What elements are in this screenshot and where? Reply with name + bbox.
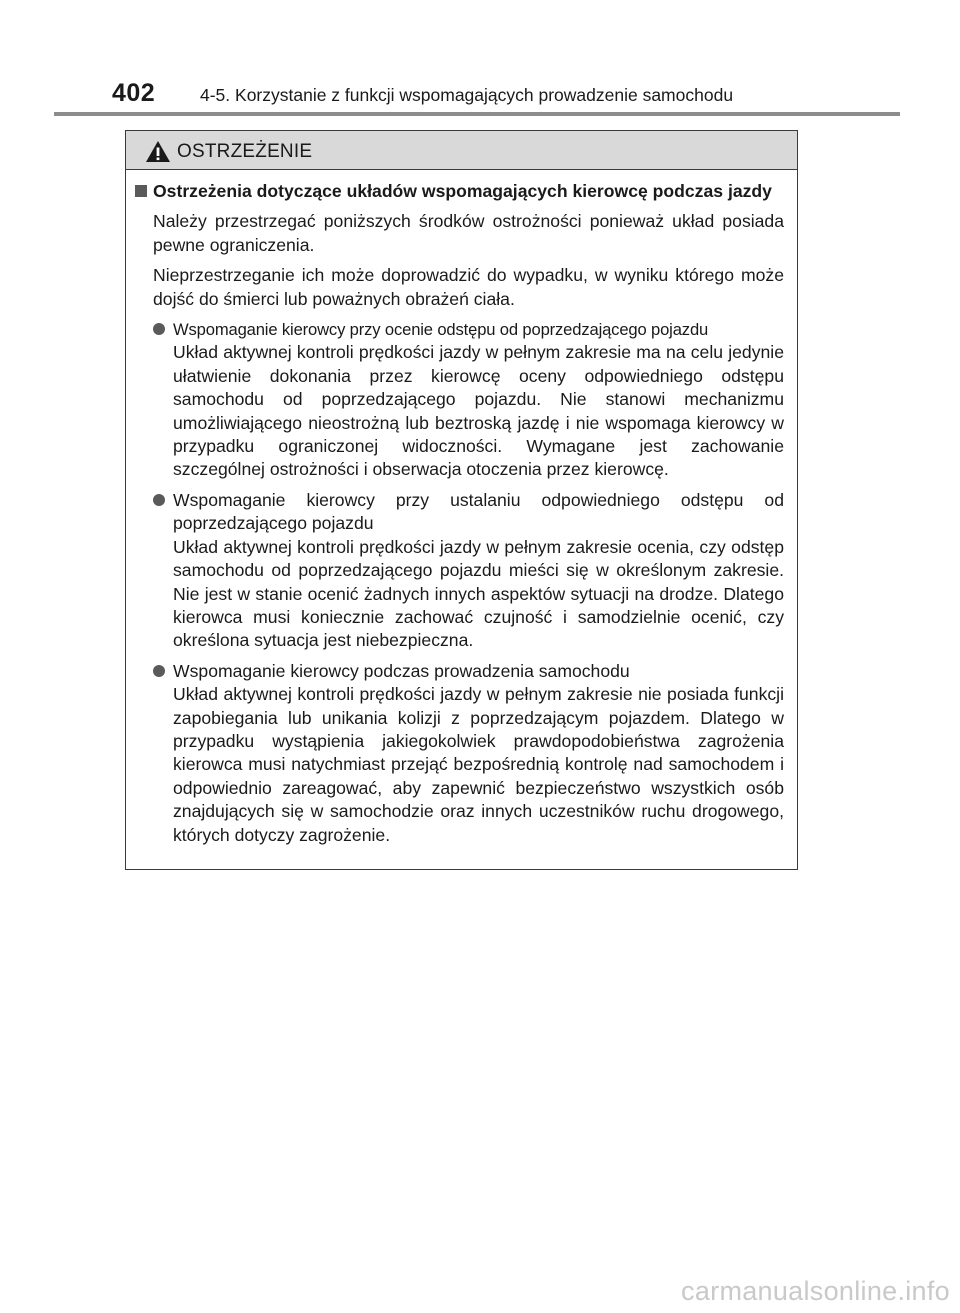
list-item-text: Układ aktywnej kontroli prędkości jazdy w pełnym zakresie ma na celu jedynie ułatwienie dokonania przez kierowcę oceny odpowiedniego odstępu samochodu od poprzedzającego pojazdu. Nie stanowi mechanizmu umożliwiającego nieostrożną lub beztroską jazdę i nie wspomaga kierowcy w przypadku ograniczonej widoczności. Wymagane jest zachowanie szczególnej ostrożności i obserwacja otoczenia przez kierowcę. <box>173 342 784 480</box>
warning-list-item <box>153 489 784 653</box>
list-item-title: Wspomaganie kierowcy podczas prowadzenia samochodu <box>173 660 630 681</box>
warning-paragraph: Należy przestrzegać poniższych środków ostrożności ponieważ układ posiada pewne ograniczenia. <box>153 211 784 255</box>
list-item-text: Układ aktywnej kontroli prędkości jazdy w pełnym zakresie ocenia, czy odstęp samochodu od poprzedzającego pojazdu mieści się w określonym zakresie. Nie jest w stanie ocenić żadnych innych aspektów sytuacji na drodze. Dlatego kierowca musi koniecznie zachować czujność i samodzielnie ocenić, czy określona sytuacja jest niebezpieczna. <box>173 536 784 651</box>
header-divider <box>54 112 900 116</box>
warning-heading <box>134 180 784 203</box>
list-item-title: Wspomaganie kierowcy przy ocenie odstępu od poprzedzającego pojazdu <box>173 320 709 340</box>
list-item-title: Wspomaganie kierowcy przy ustalaniu odpowiedniego odstępu od poprzedzającego pojazdu <box>173 489 784 534</box>
warning-header <box>126 131 797 170</box>
warning-title: OSTRZEŻENIE <box>177 141 313 162</box>
warning-content <box>134 180 784 854</box>
warning-list-item <box>153 318 784 482</box>
section-title: 4-5. Korzystanie z funkcji wspomagających prowadzenie samochodu <box>200 85 734 105</box>
watermark: carmanualsonline.info <box>681 1276 950 1306</box>
page-header <box>0 0 960 120</box>
list-item-text: Układ aktywnej kontroli prędkości jazdy w pełnym zakresie nie posiada funkcji zapobiegania lub unikania kolizji z poprzedzającym pojazdem. Dlatego w przypadku wystąpienia jakiegokolwiek prawdopodobieństwa zagrożenia kierowca musi natychmiast przejąć bezpośrednią kontrolę nad samochodem i odpowiednio zareagować, aby zapewnić bezpieczeństwo wszystkich osób znajdujących się w samochodzie oraz innych uczestników ruchu drogowego, których dotyczy zagrożenie. <box>173 684 784 845</box>
circle-bullet-icon <box>153 323 165 335</box>
warning-list-item <box>153 660 784 847</box>
page-number: 402 <box>112 79 156 107</box>
warning-heading-text: Ostrzeżenia dotyczące układów wspomagających kierowcę podczas jazdy <box>153 181 772 201</box>
circle-bullet-icon <box>153 494 165 506</box>
circle-bullet-icon <box>153 665 165 677</box>
warning-box <box>125 130 798 870</box>
warning-triangle-icon <box>145 140 171 163</box>
warning-paragraph: Nieprzestrzeganie ich może doprowadzić do wypadku, w wyniku którego może dojść do śmierci lub poważnych obrażeń ciała. <box>153 265 784 309</box>
square-bullet-icon <box>135 185 147 197</box>
